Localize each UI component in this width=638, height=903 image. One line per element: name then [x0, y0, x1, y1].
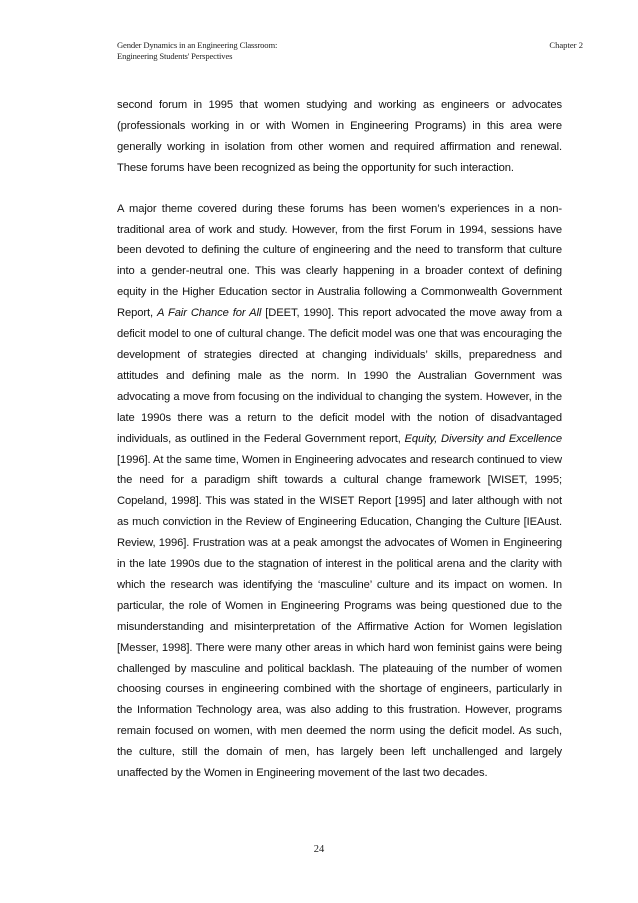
running-header-title [117, 40, 277, 62]
header-title-line-1: Gender Dynamics in an Engineering Classroom: [117, 40, 278, 50]
running-header-chapter: Chapter 2 [549, 40, 583, 50]
header-title-line-2: Engineering Students' Perspectives [117, 51, 233, 61]
paragraph-2-text-a: A major theme covered during these forums has been women’s experiences in a non-traditional area of work and study. However, from the first Forum in 1994, sessions have been devoted to defining the culture of engineering and the need to transform that culture into a gender-neutral one. This was clearly happening in a broader context of defining equity in the Higher Education sector in Australia following a Commonwealth Government Report, [117, 202, 562, 320]
italic-title-equity-diversity: Equity, Diversity and Excellence [404, 432, 562, 445]
page-number: 24 [313, 844, 325, 855]
paragraph-2-text-b: [DEET, 1990]. This report advocated the move away from a deficit model to one of cultural change. The deficit model was one that was encouraging the development of strategies directed at changing individuals’ skills, preparedness and attitudes and defining male as the norm. In 1990 the Australian Government was advocating a move from focusing on the individual to changing the system. However, in the late 1990s there was a return to the deficit model with the notion of disadvantaged individuals, as outlined in the Federal Government report, [117, 307, 562, 445]
italic-title-fair-chance: A Fair Chance for All [157, 307, 262, 320]
paragraph-2-text-c: [1996]. At the same time, Women in Engineering advocates and research continued to view the need for a paradigm shift towards a cultural change framework [WISET, 1995; Copeland, 1998]. This was stated in the WISET Report [1995] and later although with not as much conviction in the Review of Engineering Education, Changing the Culture [IEAust. Review, 1996]. Frustration was at a peak amongst the advocates of Women in Engineering in the late 1990s due to the stagnation of interest in the political arena and the clarity with which the research was identifying the ‘masculine’ culture and its impact on women. In particular, the role of Women in Engineering Programs was being questioned due to the misunderstanding and misinterpretation of the Affirmative Action for Women legislation [Messer, 1998]. There were many other areas in which hard won feminist gains were being challenged by masculine and political backlash. The plateauing of the number of women choosing courses in engineering combined with the shortage of engineers, particularly in the Information Technology area, was also adding to this frustration. However, programs remain focused on women, with men deemed the norm using the deficit model. As such, the culture, still the domain of men, has largely been left unchallenged and largely unaffected by the Women in Engineering movement of the last two decades. [117, 453, 562, 780]
paragraph-2 [117, 199, 562, 784]
paragraph-1: second forum in 1995 that women studying and working as engineers or advocates (professionals working in or with Women in Engineering Programs) in this area were generally working in isolation from other women and required affirmation and renewal. These forums have been recognized as being the opportunity for such interaction. [117, 99, 562, 174]
body-text [117, 95, 562, 784]
